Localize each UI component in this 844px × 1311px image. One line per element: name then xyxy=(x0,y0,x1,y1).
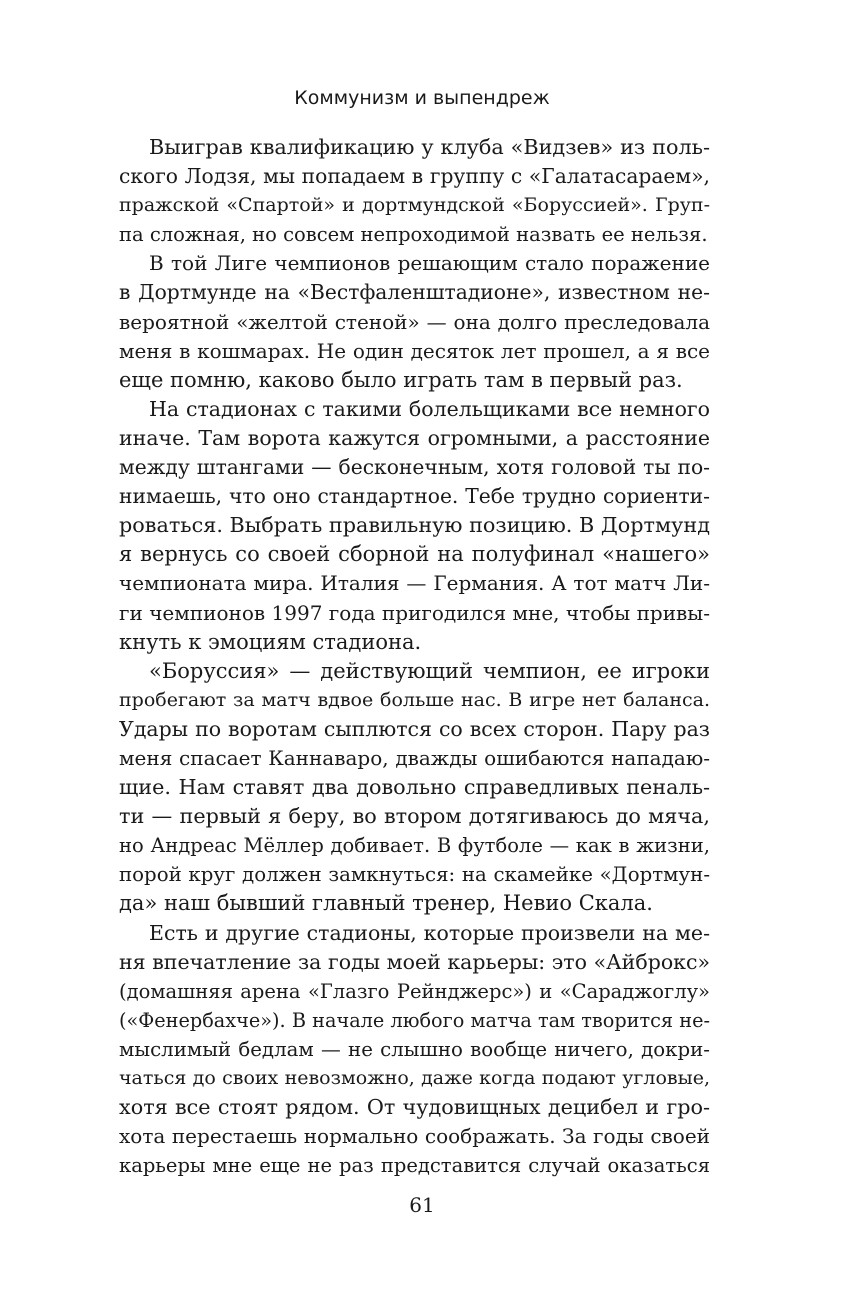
body-text xyxy=(119,133,710,1180)
text-line: роваться. Выбрать правильную позицию. В Дортмунд xyxy=(119,513,710,538)
text-line: меня спасает Каннаваро, дважды ошибаются нападаю- xyxy=(119,745,710,770)
text-line: карьеры мне еще не раз представится случай оказаться xyxy=(119,1154,710,1178)
text-line: щие. Нам ставят два довольно справедливых пеналь- xyxy=(119,775,710,800)
text-line: На стадионах с такими болельщиками все немного xyxy=(149,396,710,421)
text-line: хота перестаешь нормально соображать. За годы своей xyxy=(119,1124,710,1149)
text-line: меня в кошмарах. Не один десяток лет прошел, а я все xyxy=(119,338,710,363)
text-line: чемпионата мира. Италия — Германия. А тот матч Ли- xyxy=(119,571,710,596)
text-line: «Боруссия» — действующий чемпион, ее игроки xyxy=(149,658,710,683)
running-header: Коммунизм и выпендреж xyxy=(294,87,550,109)
text-line: пробегают за матч вдвое больше нас. В игре нет баланса. xyxy=(119,688,710,711)
text-line: да» наш бывший главный тренер, Невио Скала. xyxy=(119,891,653,916)
text-line: В той Лиге чемпионов решающим стало поражение xyxy=(149,251,710,276)
text-line: но Андреас Мёллер добивает. В футболе — как в жизни, xyxy=(119,834,710,858)
paragraph xyxy=(119,657,710,919)
text-line: (домашняя арена «Глазго Рейнджерс») и «Сараджоглу» xyxy=(119,979,710,1003)
text-line: Есть и другие стадионы, которые произвели на ме- xyxy=(149,920,710,945)
text-line: Выиграв квалификацию у клуба «Видзев» из поль- xyxy=(149,135,710,159)
text-line: нимаешь, что оно стандартное. Тебе трудно сориенти- xyxy=(119,484,710,509)
text-line: порой круг должен замкнуться: на скамейке «Дортмун- xyxy=(119,863,710,887)
text-line: Удары по воротам сыплются со всех сторон. Пару раз xyxy=(119,716,710,741)
text-line: иначе. Там ворота кажутся огромными, а расстояние xyxy=(119,425,710,450)
text-line: я вернусь со своей сборной на полуфинал «нашего» xyxy=(119,542,710,567)
paragraph xyxy=(119,919,710,1181)
paragraph xyxy=(119,249,710,394)
text-line: па сложная, но совсем непроходимой назвать ее нельзя. xyxy=(119,223,708,247)
text-line: ти — первый я беру, во втором дотягиваюсь до мяча, xyxy=(119,804,710,829)
text-line: ги чемпионов 1997 года пригодился мне, чтобы привы- xyxy=(119,600,710,625)
text-line: («Фенербахче»). В начале любого матча там творится не- xyxy=(119,1008,710,1032)
paragraph xyxy=(119,395,710,657)
page-number: 61 xyxy=(409,1193,435,1217)
text-line: хотя все стоят рядом. От чудовищных децибел и гро- xyxy=(119,1095,710,1120)
text-line: вероятной «желтой стеной» — она долго преследовала xyxy=(119,309,710,334)
text-line: кнуть к эмоциям стадиона. xyxy=(119,629,422,654)
text-line: ня впечатление за годы моей карьеры: это «Айброкс» xyxy=(119,949,710,974)
text-line: еще помню, каково было играть там в первый раз. xyxy=(119,367,683,392)
text-line: мыслимый бедлам — не слышно вообще ничего, докри- xyxy=(119,1037,710,1061)
paragraph xyxy=(119,133,710,249)
text-line: чаться до своих невозможно, даже когда подают угловые, xyxy=(119,1067,710,1089)
text-line: между штангами — бесконечным, хотя головой ты по- xyxy=(119,455,710,480)
text-line: ского Лодзя, мы попадаем в группу с «Галатасараем», xyxy=(119,164,710,189)
text-line: пражской «Спартой» и дортмундской «Боруссией». Груп- xyxy=(119,194,710,217)
text-line: в Дортмунде на «Вестфаленштадионе», известном не- xyxy=(119,280,710,305)
